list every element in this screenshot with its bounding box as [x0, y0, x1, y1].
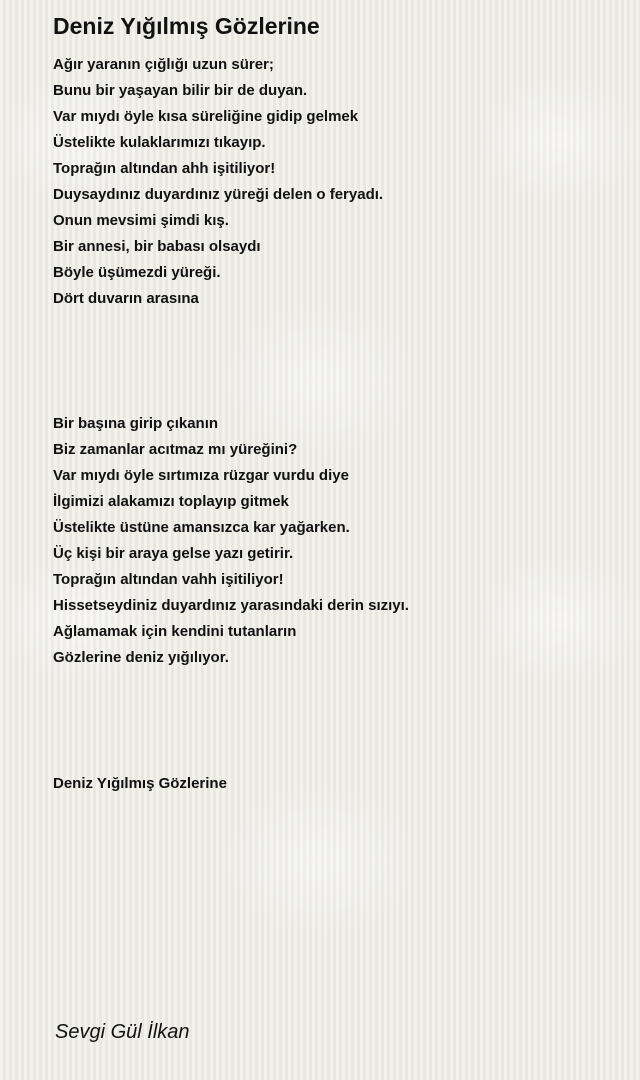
poem-line: Bunu bir yaşayan bilir bir de duyan. [53, 82, 308, 99]
poem-line: Böyle üşümezdi yüreği. [53, 264, 221, 281]
poem-line: Biz zamanlar acıtmaz mı yüreğini? [53, 441, 298, 458]
poem-line: Ağır yaranın çığlığı uzun sürer; [53, 56, 274, 73]
poem-line: Gözlerine deniz yığılıyor. [53, 649, 229, 666]
poem-title: Deniz Yığılmış Gözlerine [53, 13, 320, 39]
poem-line: Duysaydınız duyardınız yüreği delen o feryadı. [53, 186, 384, 203]
poem-line: Ağlamamak için kendini tutanların [53, 623, 297, 640]
poem-author: Sevgi Gül İlkan [55, 1021, 190, 1043]
poem-footer-title: Deniz Yığılmış Gözlerine [53, 775, 227, 792]
poem-line: Üstelikte kulaklarımızı tıkayıp. [53, 134, 266, 151]
poem-line: İlgimizi alakamızı toplayıp gitmek [53, 493, 289, 510]
poem-line: Dört duvarın arasına [53, 290, 199, 307]
poem-line: Bir annesi, bir babası olsaydı [53, 238, 261, 255]
poem-line: Onun mevsimi şimdi kış. [53, 212, 229, 229]
poem-line: Üç kişi bir araya gelse yazı getirir. [53, 545, 294, 562]
poem-line: Üstelikte üstüne amansızca kar yağarken. [53, 519, 350, 536]
poem-stanza-1 [53, 52, 383, 312]
poem-line: Var mıydı öyle kısa süreliğine gidip gelmek [53, 108, 359, 125]
poem-line: Bir başına girip çıkanın [53, 415, 219, 432]
poem-line: Toprağın altından ahh işitiliyor! [53, 160, 276, 177]
poem-line: Var mıydı öyle sırtımıza rüzgar vurdu diye [53, 467, 349, 484]
poem-line: Toprağın altından vahh işitiliyor! [53, 571, 284, 588]
poem-line: Hissetseydiniz duyardınız yarasındaki derin sızıyı. [53, 597, 409, 614]
poem-stanza-2 [53, 411, 409, 671]
